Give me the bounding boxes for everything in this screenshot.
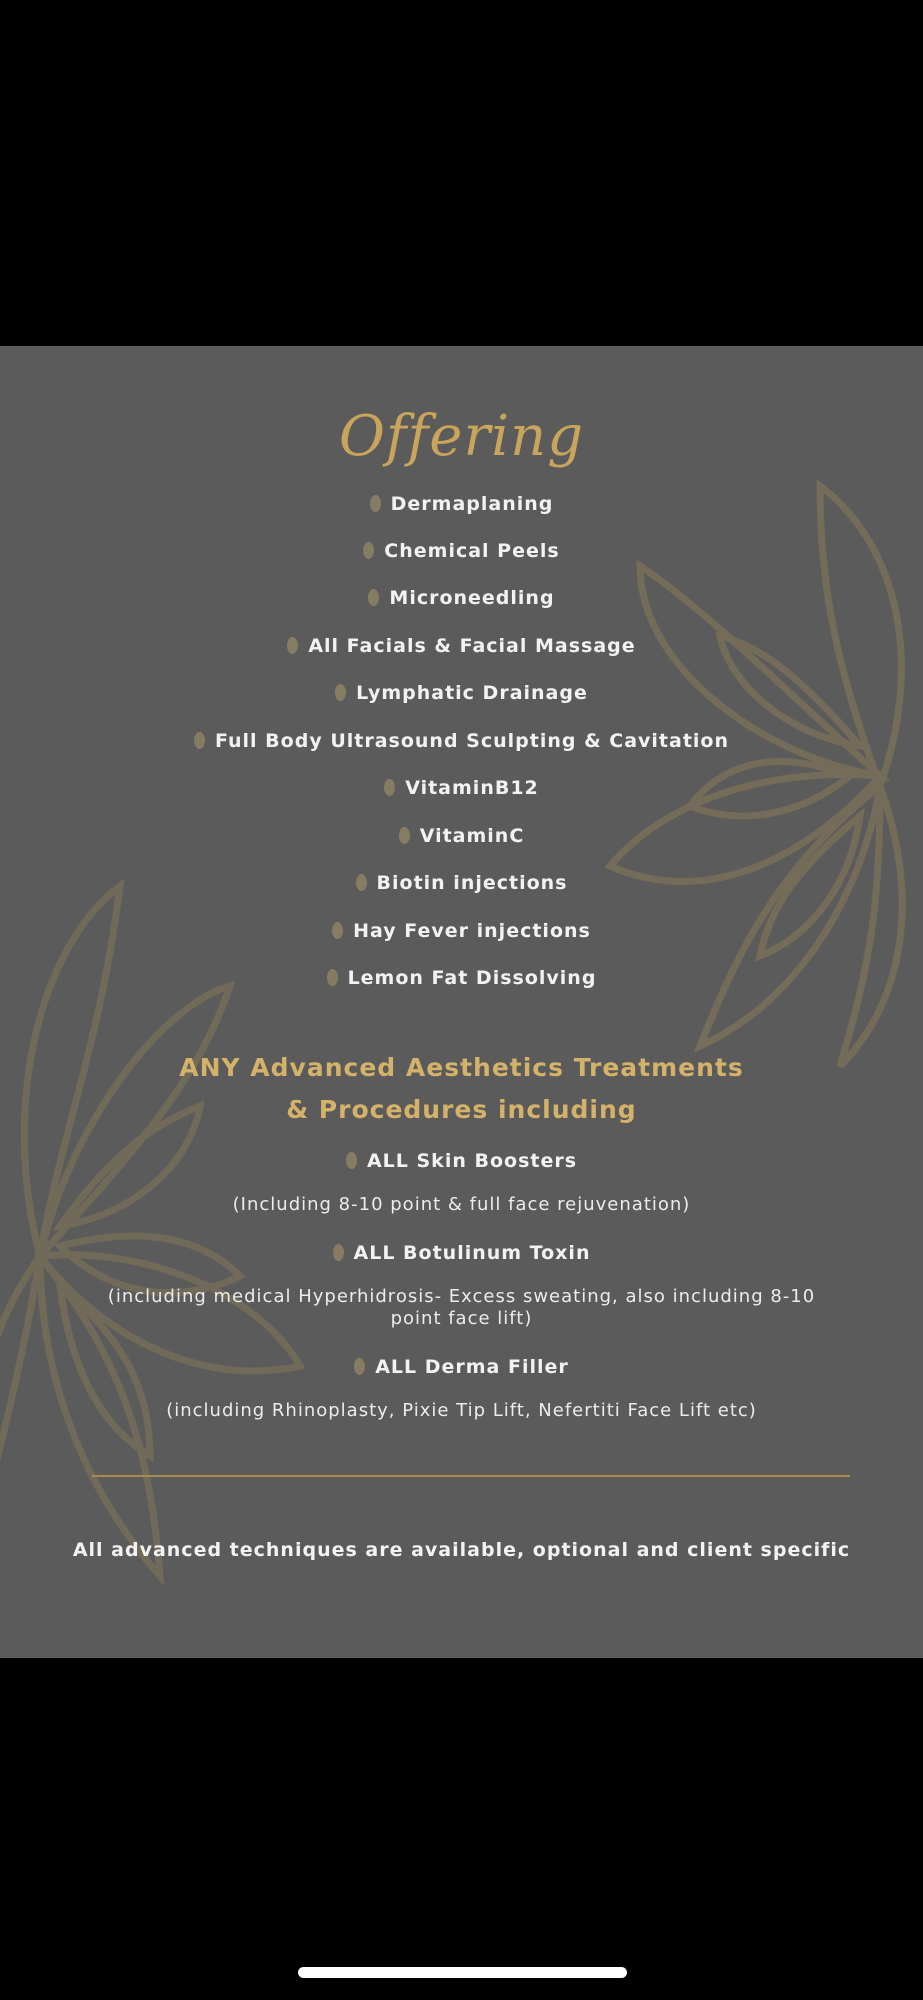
bullet-icon <box>356 874 367 891</box>
advanced-heading-line2: & Procedures including <box>286 1095 637 1124</box>
service-label: Chemical Peels <box>384 540 560 562</box>
service-label: Full Body Ultrasound Sculpting & Cavitation <box>214 730 730 752</box>
bullet-icon <box>368 589 379 606</box>
list-item <box>0 493 923 515</box>
bullet-icon <box>399 827 410 844</box>
service-label: Dermaplaning <box>390 493 554 515</box>
bullet-icon <box>370 495 381 512</box>
list-item <box>0 967 923 989</box>
list-item <box>0 1356 923 1378</box>
service-label: VitaminC <box>419 825 525 847</box>
bullet-icon <box>384 779 395 796</box>
bullet-icon <box>287 637 298 654</box>
service-label: All Facials & Facial Massage <box>308 635 636 657</box>
list-item <box>0 1150 923 1172</box>
list-item <box>0 825 923 847</box>
service-label: Biotin injections <box>376 872 568 894</box>
bullet-icon <box>346 1152 357 1169</box>
bullet-icon <box>333 1244 344 1261</box>
advanced-item-note: (Including 8-10 point & full face rejuvenation) <box>232 1194 691 1215</box>
service-label: Lemon Fat Dissolving <box>347 967 597 989</box>
bullet-icon <box>194 732 205 749</box>
bullet-icon <box>332 922 343 939</box>
footer-text: All advanced techniques are available, optional and client specific <box>72 1539 851 1561</box>
offering-card <box>0 346 923 1658</box>
list-item <box>0 1242 923 1264</box>
list-item <box>0 872 923 894</box>
service-label: VitaminB12 <box>405 777 539 799</box>
bullet-icon <box>354 1358 365 1375</box>
page-title: Offering <box>338 404 585 469</box>
list-item <box>0 920 923 942</box>
list-item <box>0 540 923 562</box>
advanced-item-label: ALL Botulinum Toxin <box>353 1242 591 1264</box>
service-label: Microneedling <box>389 587 555 609</box>
home-indicator[interactable] <box>298 1967 627 1978</box>
service-label: Hay Fever injections <box>353 920 591 942</box>
advanced-heading-line1: ANY Advanced Aesthetics Treatments <box>179 1053 744 1082</box>
service-label: Lymphatic Drainage <box>356 682 588 704</box>
list-item <box>0 777 923 799</box>
list-item <box>0 682 923 704</box>
advanced-item-note: (including Rhinoplasty, Pixie Tip Lift, Nefertiti Face Lift etc) <box>166 1400 757 1421</box>
list-item <box>0 587 923 609</box>
advanced-item-note: (including medical Hyperhidrosis- Excess sweating, also including 8-10 point face lift) <box>107 1286 816 1329</box>
advanced-item-label: ALL Skin Boosters <box>366 1150 578 1172</box>
divider <box>92 1475 850 1477</box>
bullet-icon <box>327 969 338 986</box>
advanced-item-label: ALL Derma Filler <box>375 1356 569 1378</box>
bullet-icon <box>335 684 346 701</box>
list-item <box>0 635 923 657</box>
bullet-icon <box>363 542 374 559</box>
list-item <box>0 730 923 752</box>
